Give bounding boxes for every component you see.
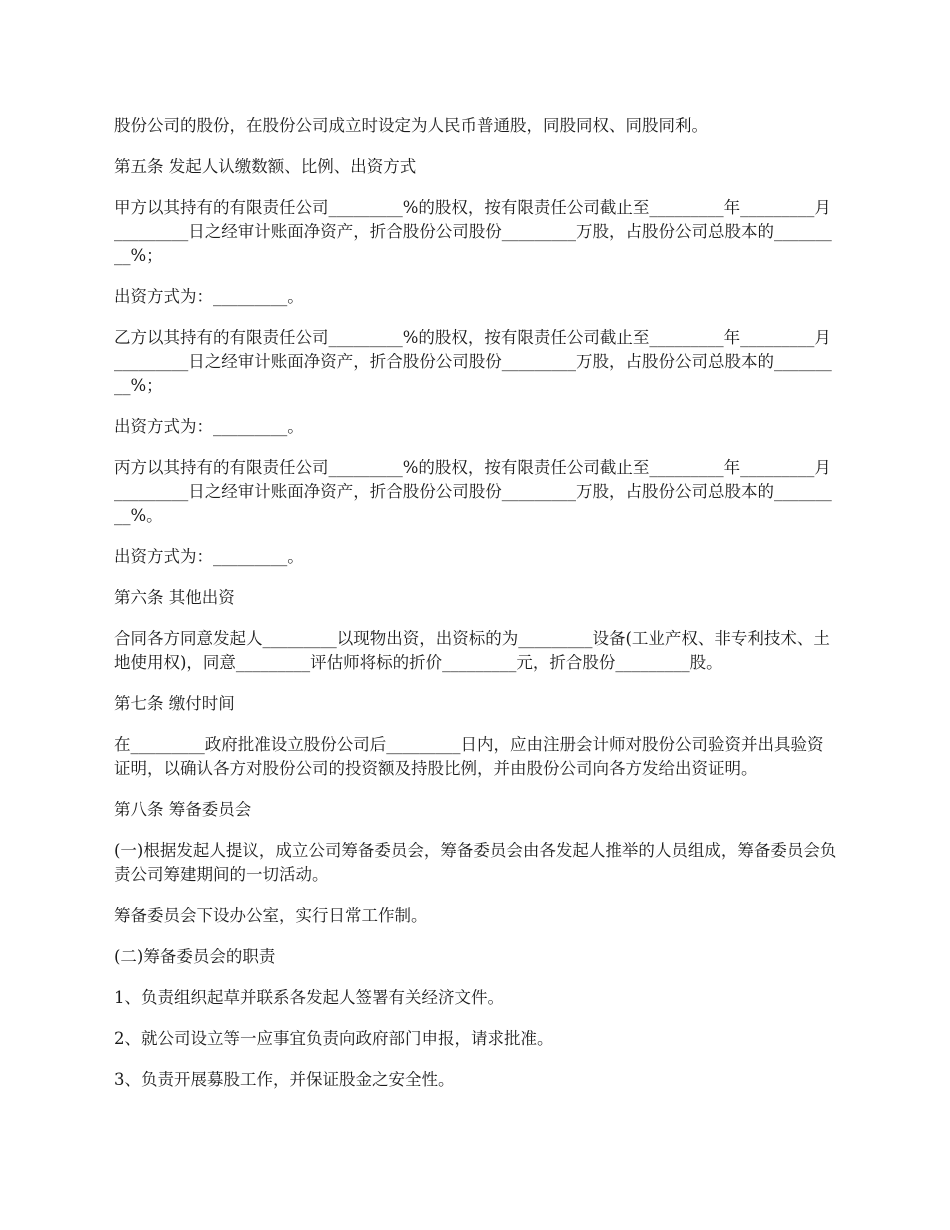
article-5-heading: 第五条 发起人认缴数额、比例、出资方式	[114, 157, 417, 176]
party-a-method: 出资方式为：_________。	[114, 287, 304, 306]
party-c-contribution: 丙方以其持有的有限责任公司_________%的股权，按有限责任公司截止至_________年_________月_________日之经审计账面净资产，折合股份公司股份_________万股，占股份公司总股本的_________%。	[114, 458, 832, 525]
party-a-contribution: 甲方以其持有的有限责任公司_________%的股权，按有限责任公司截止至_________年_________月_________日之经审计账面净资产，折合股份公司股份_________万股，占股份公司总股本的_________%；	[114, 198, 832, 265]
duty-item-2: 2、就公司设立等一应事宜负责向政府部门申报，请求批准。	[114, 1029, 554, 1048]
party-c-method: 出资方式为：_________。	[114, 547, 304, 566]
duty-item-3: 3、负责开展募股工作，并保证股金之安全性。	[114, 1070, 455, 1089]
committee-formation: (一)根据发起人提议，成立公司筹备委员会，筹备委员会由各发起人推举的人员组成，筹备委员会负责公司筹建期间的一切活动。	[114, 841, 837, 884]
article-6-heading: 第六条 其他出资	[114, 588, 235, 607]
document-page	[114, 114, 838, 1109]
article-8-heading: 第八条 筹备委员会	[114, 800, 252, 819]
payment-time: 在_________政府批准设立股份公司后_________日内，应由注册会计师对股份公司验资并出具验资证明，以确认各方对股份公司的投资额及持股比例，并由股份公司向各方发给出资证明。	[114, 735, 824, 778]
duty-item-1: 1、负责组织起草并联系各发起人签署有关经济文件。	[114, 988, 504, 1007]
party-b-method: 出资方式为：_________。	[114, 417, 304, 436]
in-kind-contribution: 合同各方同意发起人_________以现物出资，出资标的为_________设备(工业产权、非专利技术、土地使用权)，同意_________评估师将标的折价_________元，折合股份_________股。	[114, 629, 830, 672]
committee-office: 筹备委员会下设办公室，实行日常工作制。	[114, 906, 428, 925]
article-7-heading: 第七条 缴付时间	[114, 694, 235, 713]
paragraph-share-type: 股份公司的股份，在股份公司成立时设定为人民币普通股，同股同权、同股同利。	[114, 116, 708, 135]
party-b-contribution: 乙方以其持有的有限责任公司_________%的股权，按有限责任公司截止至_________年_________月_________日之经审计账面净资产，折合股份公司股份_________万股，占股份公司总股本的_________%；	[114, 328, 832, 395]
committee-duties-heading: (二)筹备委员会的职责	[114, 947, 276, 966]
